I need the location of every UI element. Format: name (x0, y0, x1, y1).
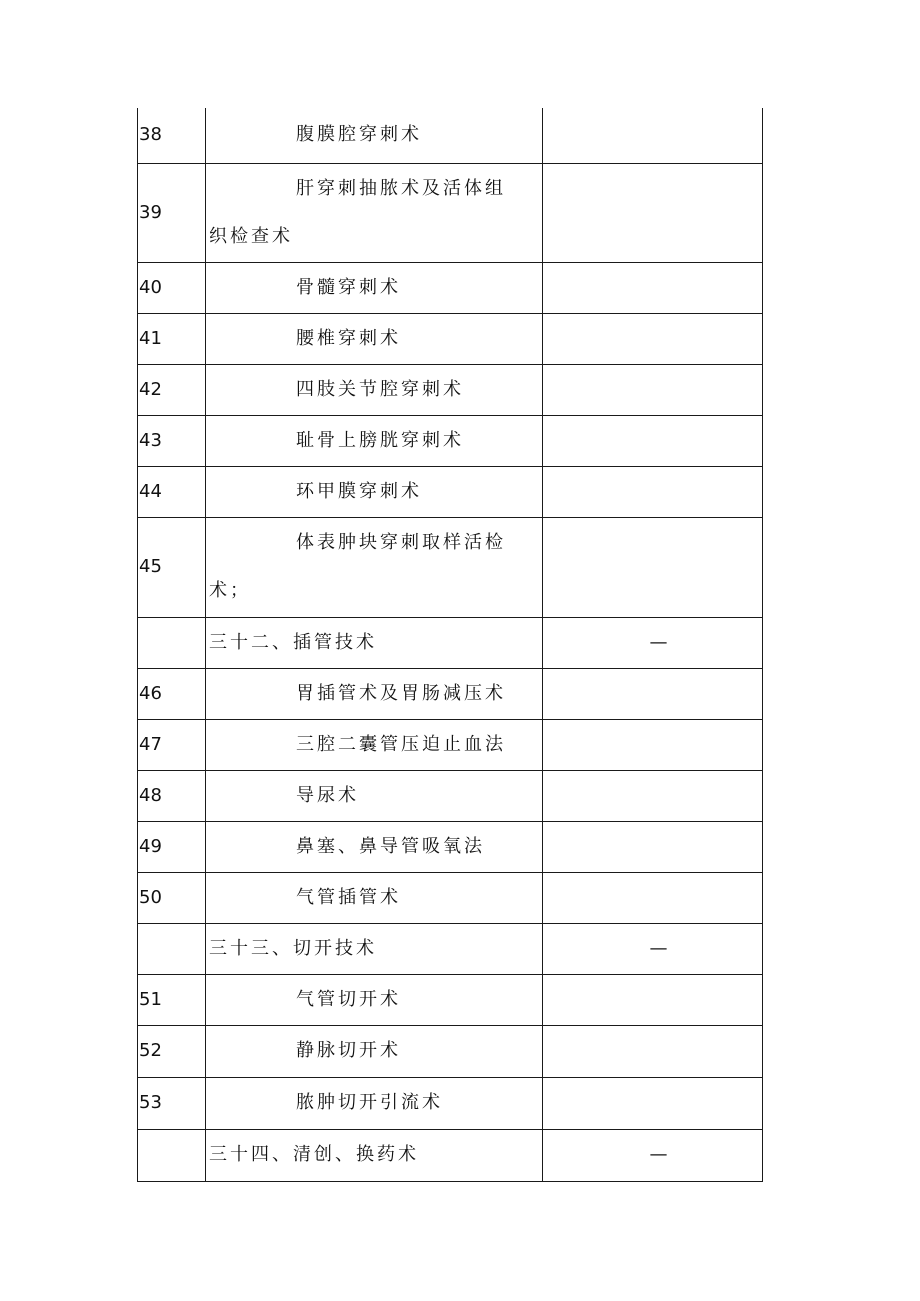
table-row (138, 668, 763, 719)
item-name: 环甲膜穿刺术 (206, 466, 543, 517)
table-row (138, 108, 763, 163)
item-number: 43 (138, 415, 206, 466)
section-heading: 三十四、清创、换药术 (206, 1129, 543, 1181)
item-number: 46 (138, 668, 206, 719)
item-name: 耻骨上膀胱穿刺术 (206, 415, 543, 466)
item-name: 静脉切开术 (206, 1025, 543, 1077)
item-number (138, 617, 206, 668)
section-row (138, 617, 763, 668)
item-number: 50 (138, 872, 206, 923)
table-row (138, 872, 763, 923)
status-cell (543, 108, 763, 163)
item-number: 39 (138, 163, 206, 262)
table-row (138, 719, 763, 770)
status-mark: — (543, 923, 763, 974)
table-row (138, 364, 763, 415)
item-name: 导尿术 (206, 770, 543, 821)
status-cell (543, 517, 763, 617)
section-row (138, 923, 763, 974)
status-cell (543, 415, 763, 466)
item-number: 49 (138, 821, 206, 872)
section-heading: 三十三、切开技术 (206, 923, 543, 974)
table-row (138, 517, 763, 617)
item-name: 气管插管术 (206, 872, 543, 923)
status-cell (543, 466, 763, 517)
item-number: 41 (138, 313, 206, 364)
section-heading: 三十二、插管技术 (206, 617, 543, 668)
status-cell (543, 1077, 763, 1129)
status-cell (543, 262, 763, 313)
item-name: 体表肿块穿刺取样活检术； (206, 517, 543, 617)
section-row (138, 1129, 763, 1181)
table-row (138, 163, 763, 262)
item-number: 53 (138, 1077, 206, 1129)
item-name: 骨髓穿刺术 (206, 262, 543, 313)
status-cell (543, 821, 763, 872)
status-mark: — (543, 1129, 763, 1181)
item-number: 51 (138, 974, 206, 1025)
status-cell (543, 668, 763, 719)
item-number: 38 (138, 108, 206, 163)
status-cell (543, 770, 763, 821)
item-number: 48 (138, 770, 206, 821)
table-row (138, 415, 763, 466)
item-name: 三腔二囊管压迫止血法 (206, 719, 543, 770)
table-row (138, 313, 763, 364)
table-row (138, 770, 763, 821)
status-cell (543, 364, 763, 415)
item-number (138, 1129, 206, 1181)
status-cell (543, 719, 763, 770)
status-cell (543, 163, 763, 262)
item-number: 47 (138, 719, 206, 770)
item-number: 45 (138, 517, 206, 617)
item-number: 52 (138, 1025, 206, 1077)
table-row (138, 1077, 763, 1129)
item-name: 腰椎穿刺术 (206, 313, 543, 364)
status-cell (543, 872, 763, 923)
item-number: 42 (138, 364, 206, 415)
table-row (138, 1025, 763, 1077)
item-number: 40 (138, 262, 206, 313)
item-name: 腹膜腔穿刺术 (206, 108, 543, 163)
status-cell (543, 1025, 763, 1077)
status-cell (543, 313, 763, 364)
status-cell (543, 974, 763, 1025)
item-name: 肝穿刺抽脓术及活体组织检查术 (206, 163, 543, 262)
procedure-table (137, 108, 763, 1182)
status-mark: — (543, 617, 763, 668)
item-number (138, 923, 206, 974)
item-name: 气管切开术 (206, 974, 543, 1025)
item-name: 鼻塞、鼻导管吸氧法 (206, 821, 543, 872)
item-number: 44 (138, 466, 206, 517)
table-row (138, 262, 763, 313)
table-row (138, 466, 763, 517)
item-name: 胃插管术及胃肠减压术 (206, 668, 543, 719)
table-row (138, 821, 763, 872)
table-row (138, 974, 763, 1025)
item-name: 脓肿切开引流术 (206, 1077, 543, 1129)
item-name: 四肢关节腔穿刺术 (206, 364, 543, 415)
